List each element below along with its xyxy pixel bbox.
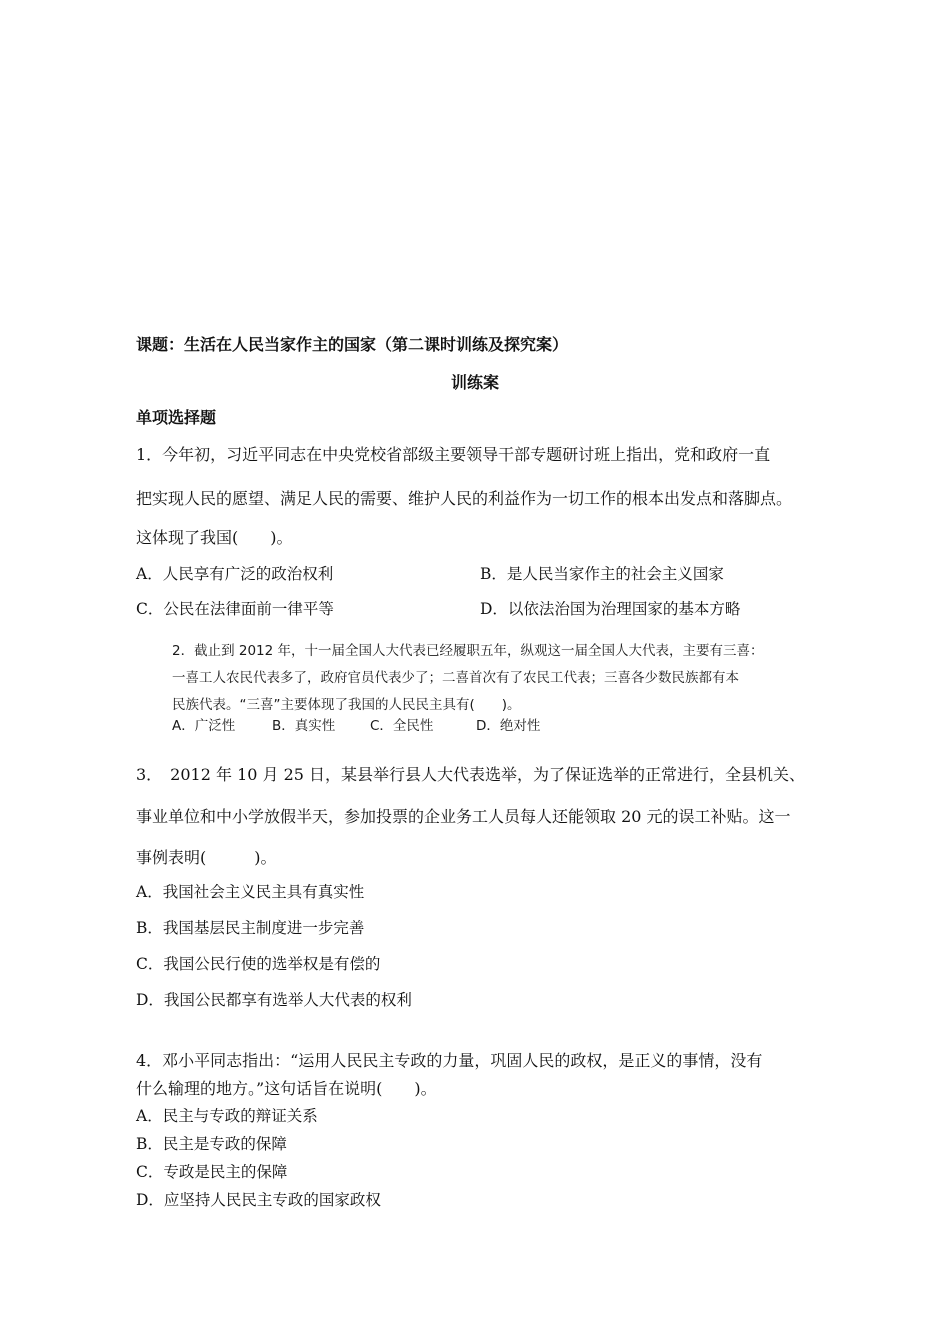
question-4-option-d: D．应坚持人民民主专政的国家政权 <box>136 1191 381 1209</box>
question-1-line-2: 把实现人民的愿望、满足人民的需要、维护人民的利益作为一切工作的根本出发点和落脚点。 <box>136 489 793 508</box>
question-1-option-c: C．公民在法律面前一律平等 <box>136 600 334 618</box>
question-1-line-1: 1．今年初，习近平同志在中央党校省部级主要领导干部专题研讨班上指出，党和政府一直 <box>136 445 771 464</box>
document-subtitle: 训练案 <box>450 373 499 392</box>
question-4-option-b: B．民主是专政的保障 <box>136 1135 287 1153</box>
question-2-line-3: 民族代表。“三喜”主要体现了我国的人民民主具有( )。 <box>172 697 521 713</box>
question-3-option-b: B．我国基层民主制度进一步完善 <box>136 919 365 937</box>
question-1-line-3: 这体现了我国( )。 <box>136 528 293 547</box>
document-title: 课题：生活在人民当家作主的国家（第二课时训练及探究案） <box>136 335 569 354</box>
question-3-line-2: 事业单位和中小学放假半天，参加投票的企业务工人员每人还能领取 20 元的误工补贴。这一 <box>136 807 791 826</box>
question-2-line-2: 一喜工人农民代表多了，政府官员代表少了；二喜首次有了农民工代表；三喜各少数民族都有本 <box>172 670 739 686</box>
question-3-line-3: 事例表明( )。 <box>136 848 277 867</box>
question-1-option-b: B．是人民当家作主的社会主义国家 <box>480 565 724 583</box>
question-4-option-a: A．民主与专政的辩证关系 <box>136 1107 318 1125</box>
question-3-option-c: C．我国公民行使的选举权是有偿的 <box>136 955 381 973</box>
question-4-line-1: 4．邓小平同志指出：“运用人民民主专政的力量，巩固人民的政权，是正义的事情，没有 <box>136 1051 763 1070</box>
question-2-option-c: C．全民性 <box>370 718 434 734</box>
question-2-option-d: D．绝对性 <box>476 718 541 734</box>
question-4-line-2: 什么输理的地方。”这句话旨在说明( )。 <box>136 1079 437 1098</box>
question-2-image <box>172 636 792 740</box>
question-4-option-c: C．专政是民主的保障 <box>136 1163 288 1181</box>
question-2-option-a: A．广泛性 <box>172 718 236 734</box>
question-3-option-d: D．我国公民都享有选举人大代表的权利 <box>136 991 412 1009</box>
question-1-option-a: A．人民享有广泛的政治权利 <box>136 565 334 583</box>
question-3-option-a: A．我国社会主义民主具有真实性 <box>136 883 365 901</box>
section-heading: 单项选择题 <box>136 408 217 427</box>
question-2-option-b: B．真实性 <box>272 718 336 734</box>
question-1-option-d: D．以依法治国为治理国家的基本方略 <box>480 600 741 618</box>
question-2-line-1: 2．截止到 2012 年，十一届全国人大代表已经履职五年，纵观这一届全国人大代表，主要有三喜： <box>172 643 764 659</box>
question-3-line-1: 3． 2012 年 10 月 25 日，某县举行县人大代表选举，为了保证选举的正常进行，全县机关、 <box>136 765 806 784</box>
